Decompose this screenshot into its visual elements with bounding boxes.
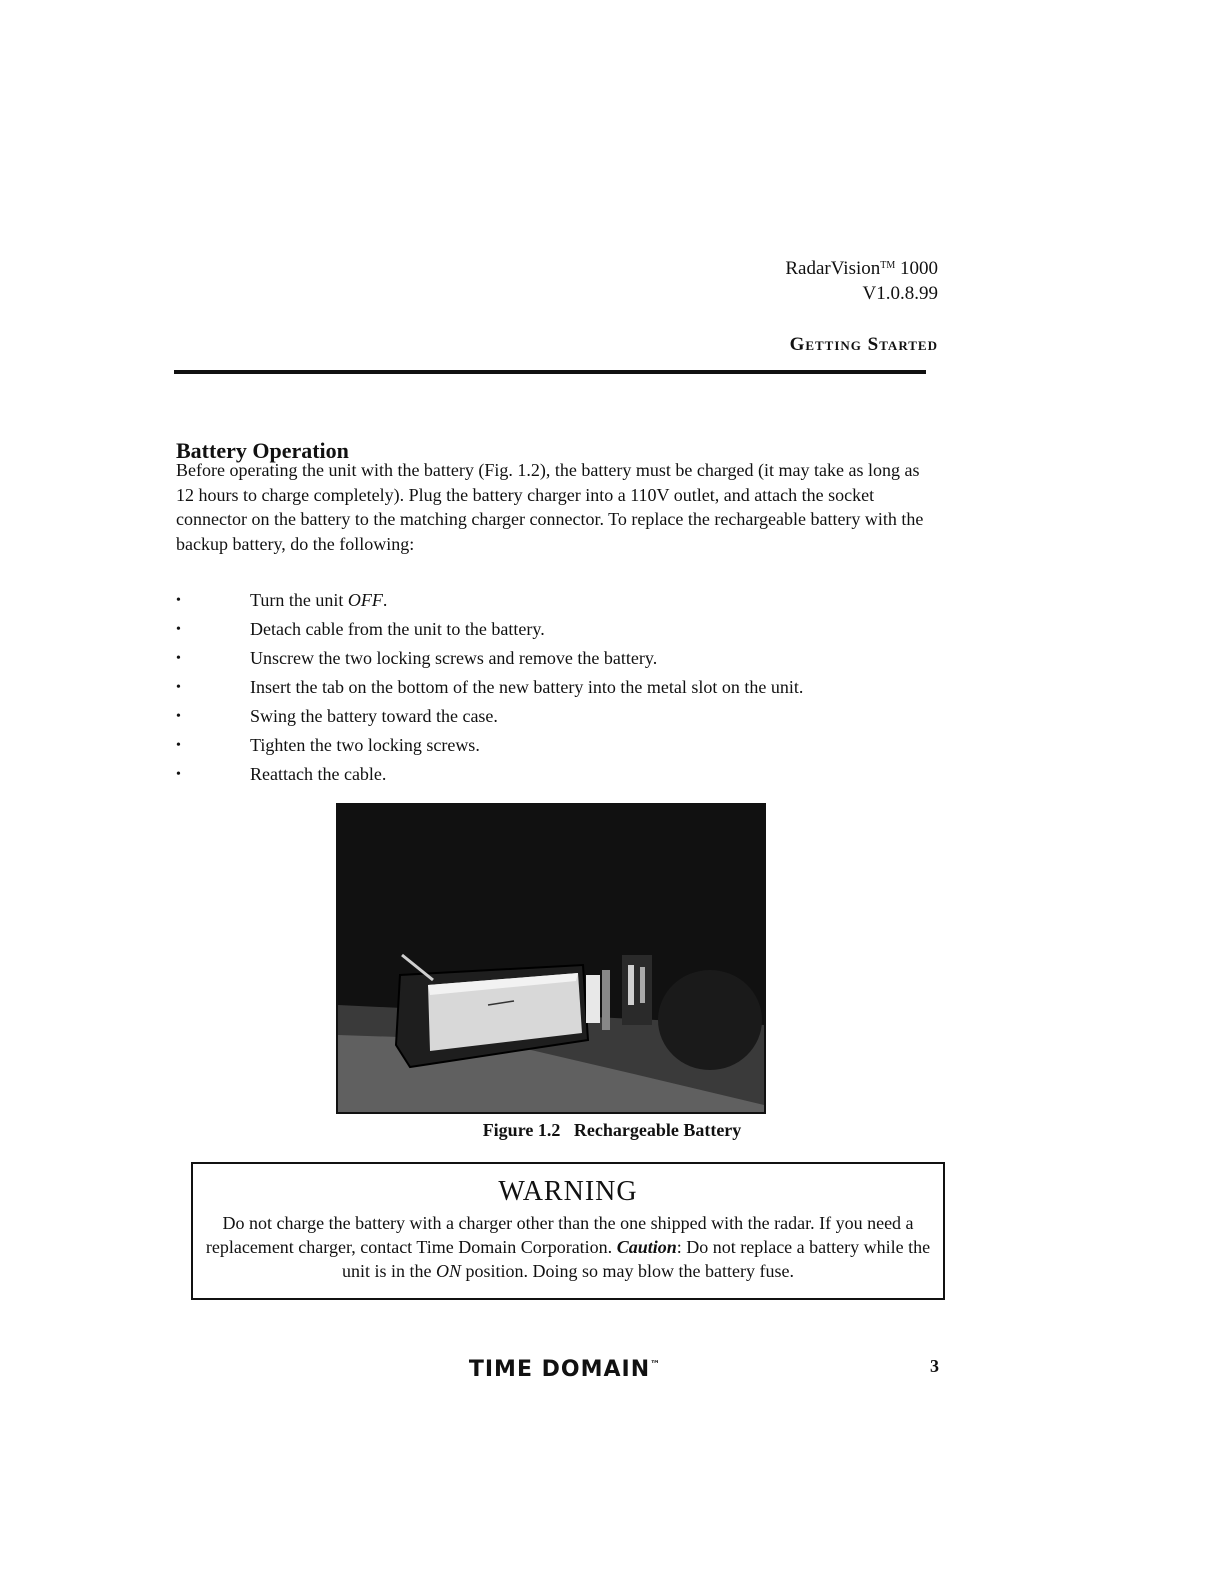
warning-text-part: Do not charge the battery with a charger other than the one shipped with the radar. If you need a replacement charger, contact Time Domain Corporation. [205,1213,914,1257]
intro-paragraph: Before operating the unit with the battery (Fig. 1.2), the battery must be charged (it may take as long as 12 hours to charge completely). Plug the battery charger into a 110V outlet, and attach the socket connector on the battery to the matching charger connector. To replace the rechargeable battery with the backup battery, do the following: [176,460,924,554]
section-heading: Battery Operation [176,438,349,463]
bullet-icon: • [176,709,181,724]
header-rule [174,370,926,374]
page-number: 3 [930,1356,939,1376]
warning-box [191,1162,945,1300]
step-text: Unscrew the two locking screws and remove the battery. [250,648,658,668]
figure-label: Figure 1.2 [482,1120,561,1140]
product-model: 1000 [900,258,938,279]
trademark-mark: TM [880,260,896,271]
header-product [785,258,938,280]
battery-illustration [338,805,764,1112]
battery-photo [336,803,766,1114]
list-item [176,673,916,702]
list-item [176,760,916,789]
figure-title: Rechargeable Battery [573,1120,742,1140]
step-punctuation: . [382,590,388,610]
list-item [176,615,916,644]
warning-text-part: : Do not replace a battery while the unit is in the [342,1237,931,1281]
list-item [176,731,916,760]
steps-list [176,586,916,789]
step-text: Detach cable from the unit to the battery. [250,619,545,639]
logo-text: TIME DOMAIN [468,1357,651,1382]
step-text: Insert the tab on the bottom of the new battery into the metal slot on the unit. [250,677,804,697]
step-text: Tighten the two locking screws. [250,735,480,755]
logo-trademark: ™ [650,1359,662,1371]
list-item [176,586,916,615]
warning-text-part: position. Doing so may blow the battery fuse. [461,1261,794,1281]
bullet-icon: • [176,767,181,782]
bullet-icon: • [176,651,181,666]
warning-title: WARNING [498,1176,638,1207]
caution-label: Caution [616,1237,677,1257]
step-emphasis: OFF [347,590,383,610]
header-version: V1.0.8.99 [862,283,938,304]
product-name: RadarVision [785,258,881,279]
bullet-icon: • [176,738,181,753]
step-text: Turn the unit [250,590,348,610]
bullet-icon: • [176,593,181,608]
figure-caption [0,1120,1224,1141]
header-section-title: Getting Started [789,334,938,355]
step-text: Reattach the cable. [250,764,387,784]
bullet-icon: • [176,680,181,695]
step-text: Swing the battery toward the case. [250,706,498,726]
list-item [176,644,916,673]
warning-text [203,1211,933,1283]
time-domain-logo [0,1357,1130,1382]
bullet-icon: • [176,622,181,637]
on-emphasis: ON [436,1261,462,1281]
list-item [176,702,916,731]
